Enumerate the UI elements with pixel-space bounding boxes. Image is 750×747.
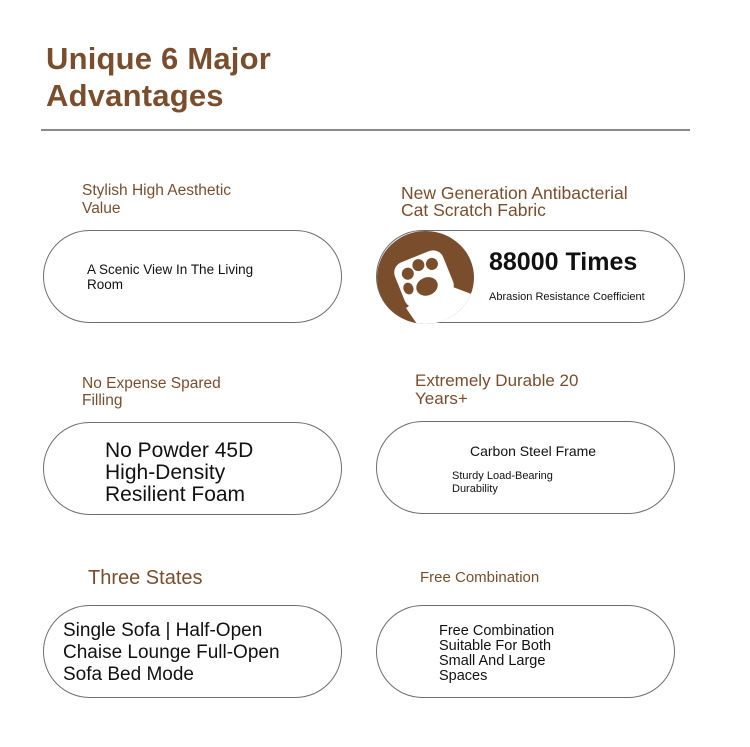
advantage-card-filling [43, 422, 342, 515]
advantage-text-filling: No Powder 45D High-Density Resilient Foam [105, 439, 254, 506]
advantage-text-fabric: Abrasion Resistance Coefficient [489, 291, 645, 303]
advantage-label-durable: Extremely Durable 20 Years+ [415, 371, 579, 408]
page-title: Unique 6 Major Advantages [46, 41, 271, 113]
advantage-headline-durable: Carbon Steel Frame [470, 443, 597, 459]
advantage-card-states [43, 605, 342, 698]
advantage-card-aesthetic [43, 230, 342, 323]
advantage-card-fabric [376, 230, 685, 323]
advantage-label-states: Three States [88, 567, 203, 589]
paw-badge [377, 231, 474, 324]
advantage-text-states: Single Sofa | Half-Open Chaise Lounge Full-Open Sofa Bed Mode [63, 620, 280, 685]
advantage-text-aesthetic: A Scenic View In The Living Room [87, 262, 254, 292]
advantage-label-filling: No Expense Spared Filling [82, 375, 221, 409]
advantage-text-durable: Sturdy Load-Bearing Durability [452, 470, 553, 495]
advantage-label-fabric: New Generation Antibacterial Cat Scratch Fabric [401, 183, 628, 220]
advantage-card-combination [376, 605, 675, 698]
title-divider [41, 129, 690, 131]
advantage-label-combination: Free Combination [420, 569, 540, 586]
paw-icon [377, 231, 474, 324]
advantage-card-durable [376, 421, 675, 514]
advantage-label-aesthetic: Stylish High Aesthetic Value [82, 182, 232, 217]
advantage-headline-fabric: 88000 Times [489, 248, 638, 276]
advantage-text-combination: Free Combination Suitable For Both Small And Large Spaces [439, 623, 555, 684]
